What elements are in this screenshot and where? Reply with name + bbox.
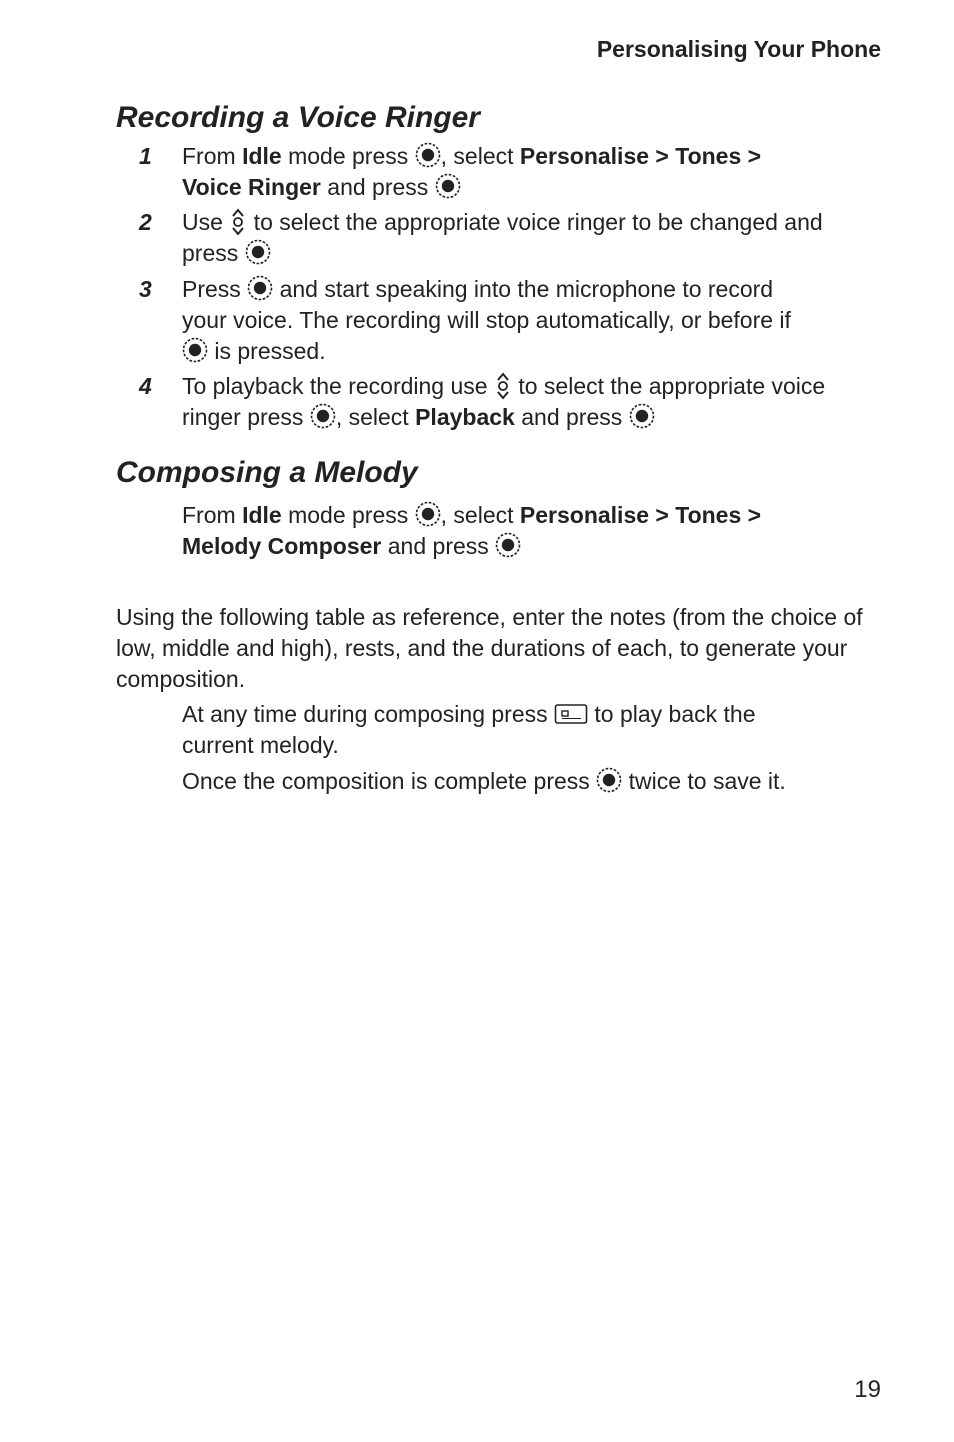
step-text: To playback the recording use to select the appropriate voice ringer press , select Playback and press bbox=[182, 373, 826, 430]
ok-key-icon bbox=[415, 142, 441, 168]
ok-key-icon bbox=[245, 239, 271, 265]
step-number: 3 bbox=[139, 276, 152, 302]
page-number: 19 bbox=[854, 1376, 881, 1403]
ok-key-icon bbox=[310, 403, 336, 429]
ok-key-icon bbox=[247, 275, 273, 301]
step-number: 2 bbox=[139, 209, 152, 235]
melody-paragraph: Using the following table as reference, enter the notes (from the choice of low, middle and high), rests, and the durations of each, to generate your composition. bbox=[116, 604, 863, 692]
ok-key-icon bbox=[495, 532, 521, 558]
section-heading-voice-ringer: Recording a Voice Ringer bbox=[116, 101, 480, 134]
tip-save: Once the composition is complete press twice to save it. bbox=[182, 768, 786, 794]
ok-key-icon bbox=[596, 767, 622, 793]
tip-playback: At any time during composing press to play back the current melody. bbox=[182, 701, 756, 758]
ok-key-icon bbox=[435, 173, 461, 199]
step-text: Use to select the appropriate voice ringer to be changed and press bbox=[182, 209, 823, 266]
navigation-key-icon bbox=[229, 208, 247, 236]
ok-key-icon bbox=[415, 501, 441, 527]
melody-intro: From Idle mode press , select Personalise > Tones > Melody Composer and press bbox=[182, 502, 762, 559]
step-number: 1 bbox=[139, 143, 152, 169]
soft-key-icon bbox=[554, 703, 588, 725]
section-heading-melody: Composing a Melody bbox=[116, 456, 418, 489]
ok-key-icon bbox=[182, 337, 208, 363]
step-text: Press and start speaking into the microphone to record your voice. The recording will stop automatically, or before if is pressed. bbox=[182, 276, 791, 364]
running-header: Personalising Your Phone bbox=[596, 36, 881, 62]
step-number: 4 bbox=[139, 373, 152, 399]
ok-key-icon bbox=[629, 403, 655, 429]
navigation-key-icon bbox=[494, 372, 512, 400]
step-text: From Idle mode press , select Personalise > Tones > Voice Ringer and press bbox=[182, 143, 762, 200]
